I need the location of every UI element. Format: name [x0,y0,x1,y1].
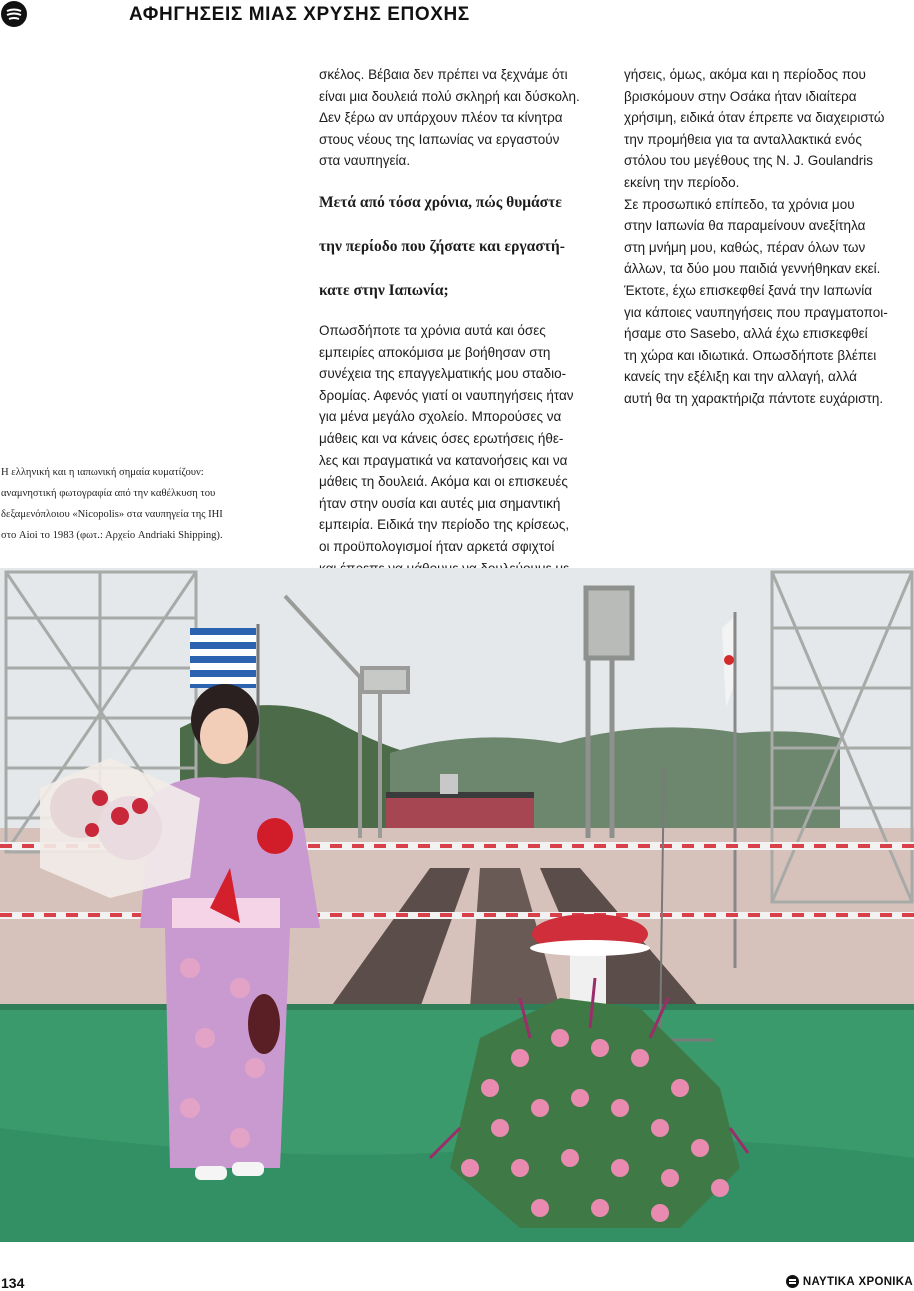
launch-ceremony-photo [0,568,914,1242]
text-line: συνέχεια της επαγγελματικής μου σταδιο- [319,366,567,382]
article-paragraph [624,64,909,194]
text-line: οι προϋπολογισμοί ήταν αρκετά σφιχτοί [319,538,555,554]
caption-line: αναμνηστική φωτογραφία από την καθέλκυση του [1,488,216,499]
text-line: χρήσιμη, ειδικά όταν έπρεπε να διαχειριστώ [624,110,885,126]
text-line: για κάποιες ναυπηγήσεις που πραγματοποι- [624,304,888,320]
text-line: στη μνήμη μου, καθώς, πέραν όλων των [624,239,866,255]
caption-line: δεξαμενόπλοιου «Nicopolis» στα ναυπηγεία της IHI [1,509,223,520]
text-line: την περίοδο που ζήσατε και εργαστή- [319,237,565,255]
text-line: ήσαμε στο Sasebo, αλλά έχω επισκεφθεί [624,326,868,342]
text-line: στα ναυπηγεία. [319,153,411,169]
text-line: την προμήθεια για τα ανταλλακτικά ενός [624,131,862,147]
article-paragraph [319,320,603,601]
handbag [248,994,280,1054]
interview-question [319,192,603,302]
text-line: ήταν στην ουσία και αυτές μια σημαντική [319,495,561,511]
magazine-logo [786,1275,913,1288]
text-line: Σε προσωπικό επίπεδο, τα χρόνια μου [624,196,855,212]
caption-line: Η ελληνική και η ιαπωνική σημαία κυματίζουν: [1,467,204,478]
text-line: κατε στην Ιαπωνία; [319,281,449,299]
photo-caption [1,462,291,546]
text-line: γήσεις, όμως, ακόμα και η περίοδος που [624,67,866,82]
text-line: μάθεις και να κάνεις όσες ερωτήσεις ήθε- [319,430,564,446]
text-line: εμπειρίες αποκόμισα με βοήθησαν στη [319,344,551,360]
text-line: μάθεις τη δουλειά. Ακόμα και οι επισκευές [319,474,568,490]
magazine-name: ΝΑΥΤΙΚΑ ΧΡΟΝΙΚΑ [802,1275,913,1288]
text-line: εκείνη την περίοδο. [624,174,740,190]
text-line: Οπωσδήποτε τα χρόνια αυτά και όσες [319,322,546,338]
text-line: λες και πραγματικά να κατανοήσεις και να [319,452,568,468]
text-line: Έκτοτε, έχω επισκεφθεί ξανά την Ιαπωνία [624,282,873,298]
text-line: σκέλος. Βέβαια δεν πρέπει να ξεχνάμε ότι [319,67,568,82]
text-line: είναι μια δουλειά πολύ σκληρή και δύσκολη. [319,88,580,104]
ship-wave-icon [786,1275,799,1288]
text-line: αυτή θα τη χαρακτήριζα πάντοτε ευχάριστη. [624,390,884,406]
text-line: στους νέους της Ιαπωνίας να εργαστούν [319,131,560,147]
article-column-right [624,64,909,410]
publication-logo-icon [1,1,27,27]
ship-wave-icon [1,1,27,27]
article-paragraph [319,64,603,172]
text-line: άλλων, τα δύο μου παιδιά γεννήθηκαν εκεί. [624,261,881,277]
text-line: βρισκόμουν στην Οσάκα ήταν ιδιαίτερα [624,88,857,104]
shipyard-scene [0,568,914,1242]
text-line: εμπειρία. Ειδικά την περίοδο της κρίσεως, [319,517,570,533]
text-line: για μένα μεγάλο σχολείο. Μπορούσες να [319,409,562,425]
article-column-middle [319,64,603,601]
text-line: Μετά από τόσα χρόνια, πώς θυμάστε [319,193,562,211]
article-paragraph [624,194,909,410]
text-line: κανείς την εξέλιξη και την αλλαγή, αλλά [624,369,857,385]
page-number: 134 [1,1275,25,1291]
section-title: ΑΦΗΓΗΣΕΙΣ ΜΙΑΣ ΧΡΥΣΗΣ ΕΠΟΧΗΣ [129,4,470,25]
text-line: Δεν ξέρω αν υπάρχουν πλέον τα κίνητρα [319,110,563,126]
text-line: στόλου του μεγέθους της N. J. Goulandris [624,153,873,169]
caption-line: στο Aioi το 1983 (φωτ.: Αρχείο Andriaki Shipping). [1,530,223,541]
text-line: τη χώρα και ιδιωτικά. Οπωσδήποτε βλέπει [624,347,877,363]
text-line: στην Ιαπωνία θα παραμείνουν ανεξίτηλα [624,218,866,234]
text-line: δρομίας. Αφενός γιατί οι ναυπηγήσεις ήταν [319,387,574,403]
